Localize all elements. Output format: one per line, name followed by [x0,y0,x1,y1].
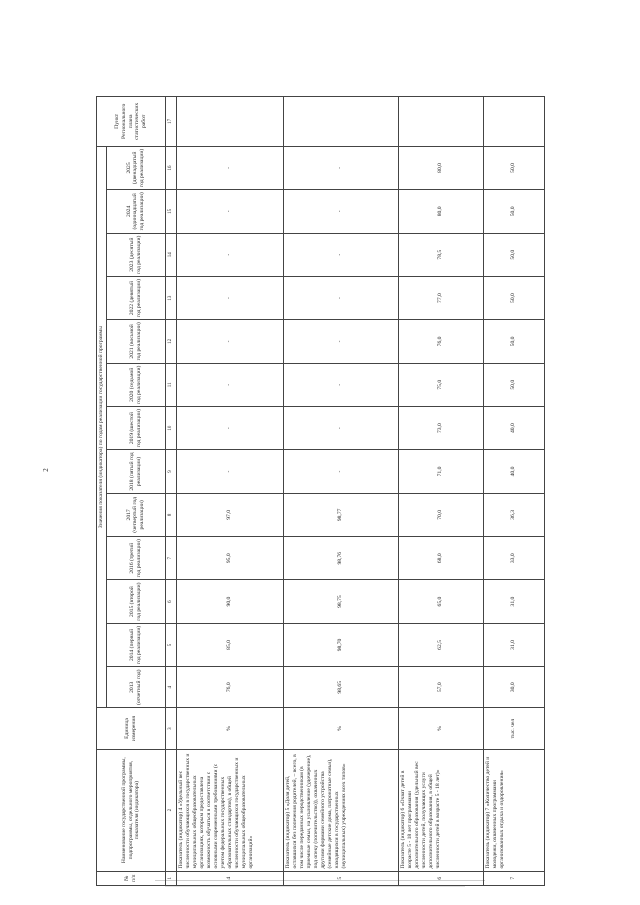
header-year: 2015 (второй год реализации) [106,580,165,623]
row-stat [283,97,398,147]
row-value: 40,0 [483,450,544,493]
row-name: Показатель (индикатор) 6 «Охват детей в возрасте 5 - 18 лет программами дополнительного образования (удельный вес численности детей, получающих услуги дополнительного образования, в общей численности детей в возрасте 5 - 18 лет)» [398,749,483,871]
row-value: - [176,450,283,493]
header-stat: Пункт Регионального плана статистических работ [97,97,166,147]
row-num: 6 [398,871,483,885]
header-year: 2014 (первый год реализации) [106,623,165,666]
row-value: 77,0 [398,276,483,319]
row-name: Показатель (индикатор) 5 «Доля детей, оставшихся без попечения родителей, – всего, в том числе переданных неродственникам (в приемные семьи, на усыновление (удочерение), под опеку (попечительство)), охваченных другими формами семейного устройства (семейные детские дома, патронатные семьи), находящихся в государственных (муниципальных) учреждениях всех типов» [283,749,398,871]
row-value: 50,0 [483,190,544,233]
row-unit: % [398,708,483,749]
row-value: 98,76 [283,537,398,580]
row-value: 98,75 [283,580,398,623]
row-value: 62,5 [398,623,483,666]
column-number: 16 [165,146,176,189]
row-num: 7 [483,871,544,885]
row-value: - [176,406,283,449]
column-number: 8 [165,493,176,536]
row-value: 50,0 [483,146,544,189]
row-value: 31,0 [483,580,544,623]
header-year: 2016 (третий год реализации) [106,537,165,580]
row-value: 50,0 [483,320,544,363]
row-value: 76,0 [176,667,283,708]
row-unit: тыс. чел [483,708,544,749]
row-value: - [283,450,398,493]
row-value: 71,0 [398,450,483,493]
table-row [176,97,283,886]
table-row [283,97,398,886]
row-unit: % [283,708,398,749]
header-year: 2017 (четвертый год реализации) [106,493,165,536]
row-value: - [176,276,283,319]
row-value: 70,0 [398,493,483,536]
row-stat [483,97,544,147]
row-value: - [176,190,283,233]
row-value: 85,0 [176,623,283,666]
column-number: 12 [165,320,176,363]
header-name: Наименование государственной программы, подпрограммы, отдельного мероприятия, показателя (индикатора) [97,749,166,871]
header-year: 2019 (шестой год реализации) [106,406,165,449]
header-year: 2020 (седьмой год реализации) [106,363,165,406]
header-row-group [97,97,107,886]
column-number: 6 [165,580,176,623]
row-value: 50,0 [483,233,544,276]
row-value: 57,0 [398,667,483,708]
header-year: 2022 (девятый год реализации) [106,276,165,319]
row-value: 68,0 [398,537,483,580]
row-value: - [283,190,398,233]
row-value: 90,0 [176,580,283,623]
column-number: 10 [165,406,176,449]
header-num: № п/п [97,871,166,885]
row-value: 98,77 [283,493,398,536]
row-value: - [283,146,398,189]
column-number: 7 [165,537,176,580]
row-value: 76,0 [398,320,483,363]
row-value: 80,0 [398,190,483,233]
row-num: 4 [176,871,283,885]
rotated-table-frame [96,96,640,883]
row-value: 33,0 [483,537,544,580]
row-value: - [283,406,398,449]
row-value: - [176,363,283,406]
column-number: 2 [165,749,176,871]
header-year: 2023 (десятый год реализации) [106,233,165,276]
row-value: 80,0 [398,146,483,189]
row-value: 65,0 [398,580,483,623]
row-value: - [283,320,398,363]
row-value: 36,3 [483,493,544,536]
row-value: 78,5 [398,233,483,276]
row-value: 98,65 [283,667,398,708]
row-num: 5 [283,871,398,885]
row-value: - [283,363,398,406]
indicator-table [96,96,545,886]
column-number: 1 [165,871,176,885]
row-value: 50,0 [483,276,544,319]
row-value: - [176,233,283,276]
row-name: Показатель (индикатор) 4 «Удельный вес численности обучающихся в государственных и муниципальных общеобразовательных организациях, которым предоставлена возможность обучаться в соответствии с основными современными требованиями (с учетом федеральных государственных образовательных стандартов), в общей численности обучающихся государственных и муниципальных общеобразовательных организаций» [176,749,283,871]
row-value: - [283,276,398,319]
row-value: 95,0 [176,537,283,580]
page-number: 2 [41,468,50,472]
column-number: 5 [165,623,176,666]
row-value: 75,0 [398,363,483,406]
column-number: 13 [165,276,176,319]
table-row [398,97,483,886]
row-value: - [283,233,398,276]
column-number-row [165,97,176,886]
row-value: 50,0 [483,363,544,406]
row-value: 40,0 [483,406,544,449]
header-year: 2025 (двенадцатый год реализации) [106,146,165,189]
column-number: 14 [165,233,176,276]
row-stat [176,97,283,147]
header-year: 2013 (отчетный год) [106,667,165,708]
row-value: 97,0 [176,493,283,536]
column-number: 17 [165,97,176,147]
row-value: 30,0 [483,667,544,708]
row-value: 31,0 [483,623,544,666]
table-row [483,97,544,886]
header-group: Значения показателя (индикатора) по годам реализации государственной программы [97,146,107,708]
column-number: 11 [165,363,176,406]
header-year: 2021 (восьмой год реализации) [106,320,165,363]
row-value: - [176,320,283,363]
row-name: Показатель (индикатор) 7 «Количество детей и молодежи, охваченных программами организованных отдыха и оздоровления» [483,749,544,871]
row-unit: % [176,708,283,749]
row-value: 73,0 [398,406,483,449]
column-number: 15 [165,190,176,233]
header-unit: Единица измерения [97,708,166,749]
row-value: 98,70 [283,623,398,666]
row-value: - [176,146,283,189]
column-number: 3 [165,708,176,749]
header-year: 2018 (пятый год реализации) [106,450,165,493]
scan-artifact-line [165,886,465,887]
column-number: 9 [165,450,176,493]
row-stat [398,97,483,147]
column-number: 4 [165,667,176,708]
header-year: 2024 (одиннадцатый год реализации) [106,190,165,233]
